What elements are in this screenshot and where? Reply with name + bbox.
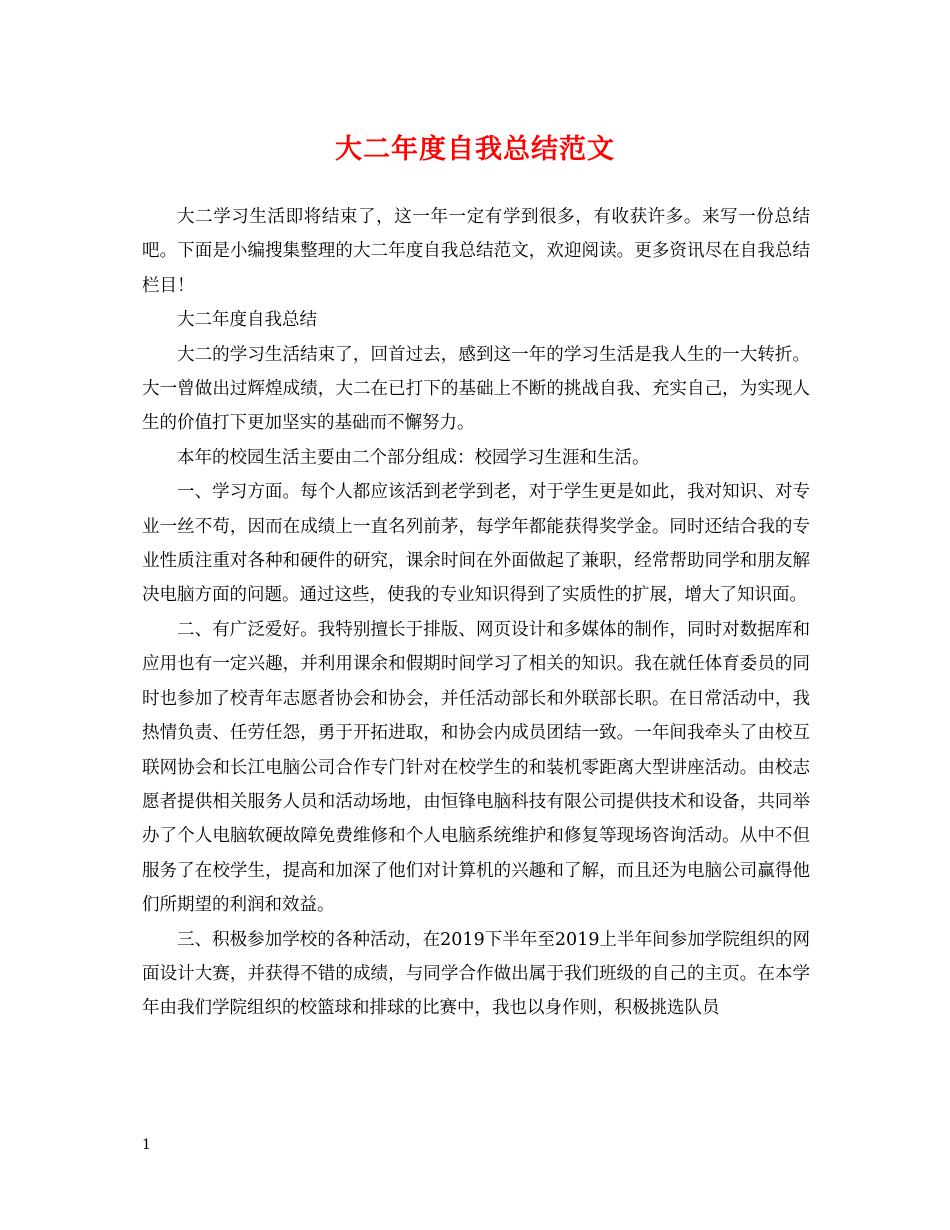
paragraph-hobbies: 二、有广泛爱好。我特别擅长于排版、网页设计和多媒体的制作，同时对数据库和应用也有一定兴趣，并利用课余和假期时间学习了相关的知识。我在就任体育委员的同时也参加了校青年志愿者协会和协会，并任活动部长和外联部长职。在日常活动中，我热情负责、任劳任怨，勇于开拓进取，和协会内成员团结一致。一年间我牵头了由校互联网协会和长江电脑公司合作专门针对在校学生的和装机零距离大型讲座活动。由校志愿者提供相关服务人员和活动场地，由恒锋电脑科技有限公司提供技术和设备，共同举办了个人电脑软硬故障免费维修和个人电脑系统维护和修复等现场咨询活动。从中不但服务了在校学生，提高和加深了他们对计算机的兴趣和了解，而且还为电脑公司赢得他们所期望的利润和效益。 xyxy=(142,619,810,916)
paragraph-overview: 大二的学习生活结束了，回首过去，感到这一年的学习生活是我人生的一大转折。大一曾做出过辉煌成绩，大二在已打下的基础上不断的挑战自我、充实自己，为实现人生的价值打下更加坚实的基础而不懈努力。 xyxy=(142,344,810,434)
page-number: 1 xyxy=(142,1137,151,1153)
document-title: 大二年度自我总结范文 xyxy=(335,134,615,165)
paragraph-structure: 本年的校园生活主要由二个部分组成：校园学习生涯和生活。 xyxy=(177,447,650,468)
paragraph-study: 一、学习方面。每个人都应该活到老学到老，对于学生更是如此，我对知识、对专业一丝不苟，因而在成绩上一直名列前茅，每学年都能获得奖学金。同时还结合我的专业性质注重对各种和硬件的研究，课余时间在外面做起了兼职，经常帮助同学和朋友解决电脑方面的问题。通过这些，使我的专业知识得到了实质性的扩展，增大了知识面。 xyxy=(142,482,810,606)
document-body xyxy=(142,200,810,1026)
paragraph-activities: 三、积极参加学校的各种活动，在2019下半年至2019上半年间参加学院组织的网面设计大赛，并获得不错的成绩，与同学合作做出属于我们班级的自己的主页。在本学年由我们学院组织的校篮球和排球的比赛中，我也以身作则，积极挑选队员 xyxy=(142,929,810,1019)
paragraph-intro: 大二学习生活即将结束了，这一年一定有学到很多，有收获许多。来写一份总结吧。下面是小编搜集整理的大二年度自我总结范文，欢迎阅读。更多资讯尽在自我总结栏目！ xyxy=(142,207,810,296)
paragraph-subheading: 大二年度自我总结 xyxy=(177,310,317,331)
